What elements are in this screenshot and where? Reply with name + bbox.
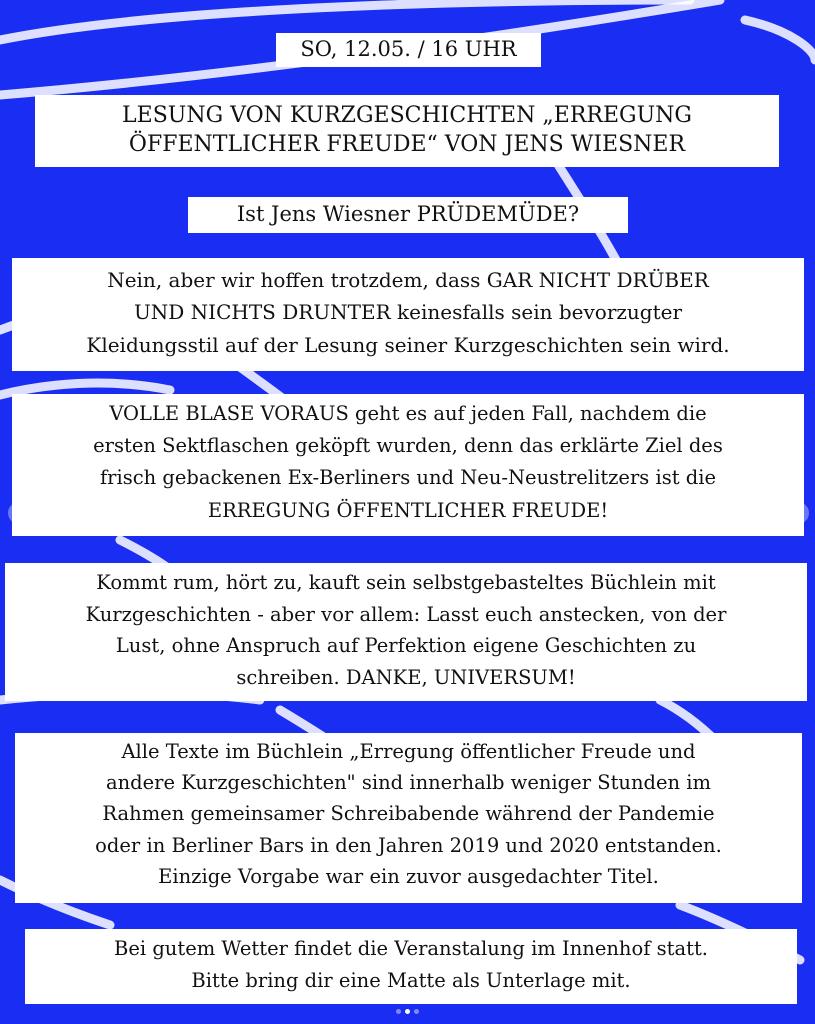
paragraph-3: Kommt rum, hört zu, kauft sein selbstgebasteltes Büchlein mit Kurzgeschichten - aber vor allem: Lasst euch anstecken, von der Lust, ohne Anspruch auf Perfektion eigene Geschichten zu schreiben. DANKE, UNIVERSUM! [5,563,807,701]
paragraph-2: VOLLE BLASE VORAUS geht es auf jeden Fall, nachdem die ersten Sektflaschen geköpft wurden, denn das erklärte Ziel des frisch gebackenen Ex-Berliners und Neu-Neustrelitzers ist die ERREGUNG ÖFFENTLICHER FREUDE! [12,394,804,536]
chevron-left-icon: ‹ [16,504,22,522]
date-time-label: SO, 12.05. / 16 UHR [276,33,541,67]
carousel-dot-active[interactable] [405,1009,410,1014]
paragraph-5: Bei gutem Wetter findet die Veranstalung im Innenhof statt. Bitte bring dir eine Matte als Unterlage mit. [25,929,797,1004]
paragraph-4: Alle Texte im Büchlein „Erregung öffentlicher Freude und andere Kurzgeschichten" sind innerhalb weniger Stunden im Rahmen gemeinsamer Schreibabende während der Pandemie oder in Berliner Bars in den Jahren 2019 und 2020 entstanden. Einzige Vorgabe war ein zuvor ausgedachter Titel. [15,733,802,903]
carousel-indicator [0,1009,815,1014]
previous-slide-button[interactable] [8,502,30,524]
question-text: Ist Jens Wiesner PRÜDEMÜDE? [188,197,628,233]
carousel-dot[interactable] [396,1009,401,1014]
paragraph-1: Nein, aber wir hoffen trotzdem, dass GAR NICHT DRÜBER UND NICHTS DRUNTER keinesfalls sein bevorzugter Kleidungsstil auf der Lesung seiner Kurzgeschichten sein wird. [12,258,804,371]
event-title: LESUNG VON KURZGESCHICHTEN „ERREGUNG ÖFFENTLICHER FREUDE“ VON JENS WIESNER [35,95,779,167]
carousel-dot[interactable] [414,1009,419,1014]
next-slide-button[interactable] [787,502,809,524]
chevron-right-icon: › [795,504,801,522]
